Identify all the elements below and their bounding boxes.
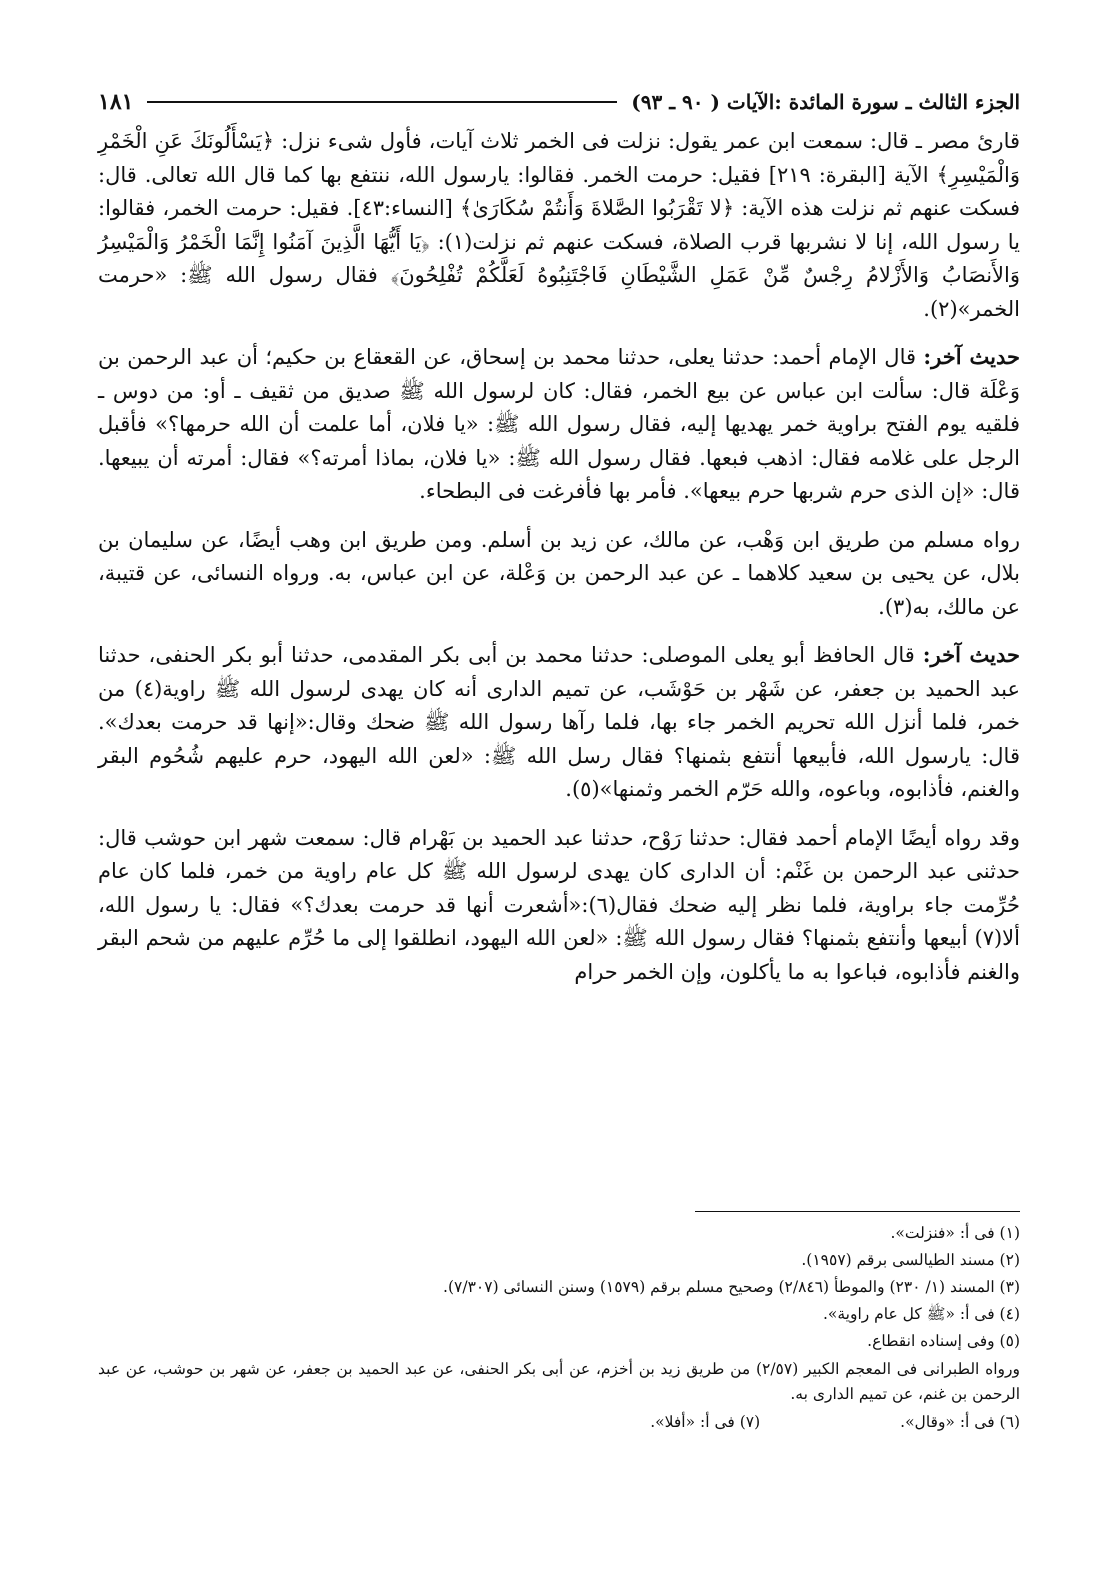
footnote: (٢) مسند الطيالسى برقم (١٩٥٧).	[801, 1251, 1020, 1269]
paragraph-text: قارئ مصر ـ قال: سمعت ابن عمر يقول: نزلت فى الخمر ثلاث آيات، فأول شىء نزل: ﴿يَسْأَلُونَكَ عَنِ الْخَمْرِ وَالْمَيْسِرِ﴾ الآية [البقرة: ٢١٩] فقيل: حرمت الخمر. فقالوا: يارسول الله، ننتفع بها كما قال الله تعالى. قال: فسكت عنهم ثم نزلت هذه الآية: ﴿لا تَقْرَبُوا الصَّلاةَ وَأَنتُمْ سُكَارَىٰ﴾ [النساء:٤٣]. فقيل: حرمت الخمر، فقالوا: يا رسول الله، إنا لا نشربها قرب الصلاة، فسكت عنهم ثم نزلت(١): ﴿يَا أَيُّهَا الَّذِينَ آمَنُوا إِنَّمَا الْخَمْرُ وَالْمَيْسِرُ وَالأَنصَابُ وَالأَزْلامُ رِجْسٌ مِّنْ عَمَلِ الشَّيْطَانِ فَاجْتَنِبُوهُ لَعَلَّكُمْ تُفْلِحُونَ﴾ فقال رسول الله ﷺ: «حرمت الخمر»(٢).	[98, 129, 1021, 321]
page-header	[98, 82, 1020, 122]
paragraph	[98, 523, 1020, 625]
footnote: (٧) فى أ: «أفلا».	[650, 1413, 761, 1431]
paragraph	[98, 638, 1020, 807]
paragraph	[98, 124, 1020, 326]
running-head: الجزء الثالث ـ سورة المائدة :الآيات ( ٩٠ ـ ٩٣)	[631, 90, 1020, 114]
footnote-rule	[695, 1211, 1020, 1212]
paragraph-text: وقد رواه أيضًا الإمام أحمد فقال: حدثنا رَوْح، حدثنا عبد الحميد بن بَهْرام قال: سمعت شهر ابن حوشب قال: حدثنى عبد الرحمن بن غَنْم: أن الدارى كان يهدى لرسول الله ﷺ كل عام راوية من خمر، فلما كان عام حُرِّمت جاء براوية، فلما نظر إليه ضحك فقال(٦):«أشعرت أنها قد حرمت بعدك؟» فقال: يا رسول الله، ألا(٧) أبيعها وأنتفع بثمنها؟ فقال رسول الله ﷺ: «لعن الله اليهود، انطلقوا إلى ما حُرِّم عليهم من شحم البقر والغنم فأذابوه، فباعوا به ما يأكلون، وإن الخمر حرام	[98, 825, 1020, 984]
footnote: (٤) فى أ: «ﷺ كل عام راوية».	[822, 1305, 1020, 1323]
footnote: (٦) فى أ: «وقال».	[900, 1413, 1020, 1431]
main-text	[98, 124, 1020, 989]
page-number: ١٨١	[98, 89, 134, 115]
paragraph	[98, 821, 1020, 990]
footnote: (٥) وفى إسناده انقطاع.	[867, 1332, 1020, 1350]
paragraph-text: قال الحافظ أبو يعلى الموصلى: حدثنا محمد بن أبى بكر المقدمى، حدثنا أبو بكر الحنفى، حدثنا عبد الحميد بن جعفر، عن شَهْر بن حَوْشَب، عن تميم الدارى أنه كان يهدى لرسول الله ﷺ راوية(٤) من خمر، فلما أنزل الله تحريم الخمر جاء بها، فلما رآها رسول الله ﷺ ضحك وقال:«إنها قد حرمت بعدك». قال: يارسول الله، فأبيعها أنتفع بثمنها؟ فقال رسل الله ﷺ: «لعن الله اليهود، حرم عليهم شُحُوم البقر والغنم، فأذابوه، وباعوه، والله حَرّم الخمر وثمنها»(٥).	[98, 643, 1020, 801]
paragraph-lead: حديث آخر:	[923, 344, 1020, 369]
footnote-pair	[98, 1409, 1020, 1436]
header-rule	[147, 101, 617, 103]
footnote-continuation: ورواه الطبرانى فى المعجم الكبير (٢/٥٧) من طريق زيد بن أخزم، عن أبى بكر الحنفى، عن عبد الحميد بن جعفر، عن شهر بن حوشب، عن عبد الرحمن بن غنم، عن تميم الدارى به.	[98, 1360, 1020, 1403]
footnote: (٣) المسند (١/ ٢٣٠) والموطأ (٢/٨٤٦) وصحيح مسلم برقم (١٥٧٩) وسنن النسائى (٧/٣٠٧).	[443, 1278, 1020, 1296]
footnotes	[98, 1220, 1020, 1436]
paragraph-text: رواه مسلم من طريق ابن وَهْب، عن مالك، عن زيد بن أسلم. ومن طريق ابن وهب أيضًا، عن سليمان بن بلال، عن يحيى بن سعيد كلاهما ـ عن عبد الرحمن بن وَعْلة، عن ابن عباس، به. ورواه النسائى، عن قتيبة، عن مالك، به(٣).	[98, 527, 1020, 619]
paragraph-text: قال الإمام أحمد: حدثنا يعلى، حدثنا محمد بن إسحاق، عن القعقاع بن حكيم؛ أن عبد الرحمن بن وَعْلَة قال: سألت ابن عباس عن بيع الخمر، فقال: كان لرسول الله ﷺ صديق من ثقيف ـ أو: من دوس ـ فلقيه يوم الفتح براوية خمر يهديها إليه، فقال رسول الله ﷺ: «يا فلان، أما علمت أن الله حرمها؟» فأقبل الرجل على غلامه فقال: اذهب فبعها. فقال رسول الله ﷺ: «يا فلان، بماذا أمرته؟» فقال: أمرته أن يبيعها. قال: «إن الذى حرم شربها حرم بيعها». فأمر بها فأفرغت فى البطحاء.	[98, 345, 1020, 503]
paragraph-lead: حديث آخر:	[922, 642, 1020, 667]
footnote: (١) فى أ: «فنزلت».	[890, 1224, 1020, 1242]
paragraph	[98, 340, 1020, 509]
